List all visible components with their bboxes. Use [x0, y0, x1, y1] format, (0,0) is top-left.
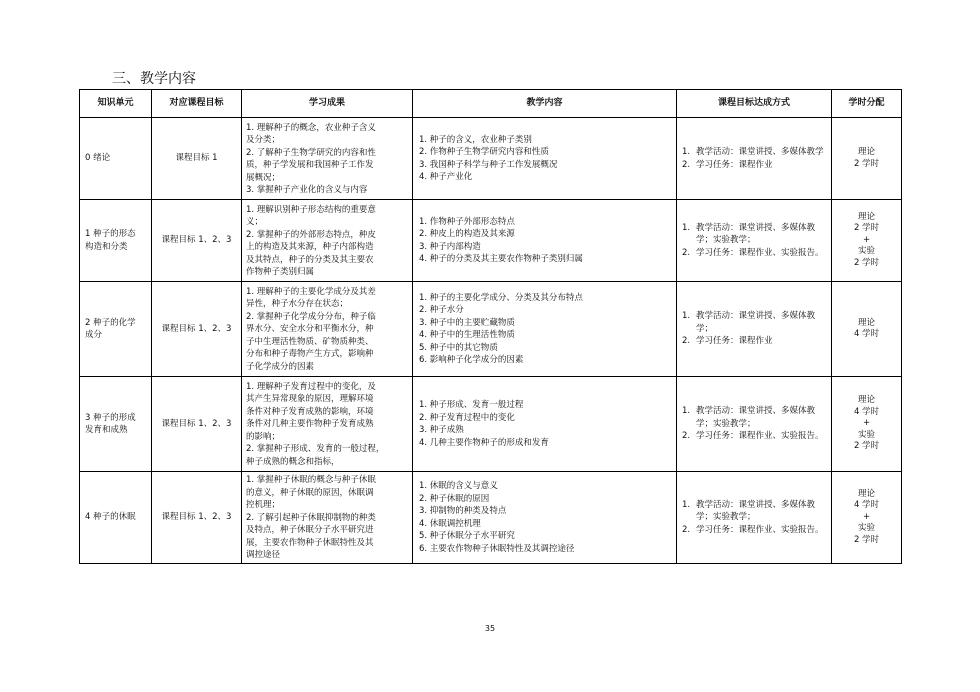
unit-line: 构造和分类 [85, 241, 128, 252]
unit-line: 0 绪论 [85, 153, 111, 164]
cell-teaching-content [413, 200, 677, 282]
outcome-line: 条件对种子发育成熟的影响，环境 [246, 406, 374, 417]
method-item [682, 335, 828, 348]
method-item [682, 146, 828, 159]
hours-line: 实验 [857, 429, 875, 440]
header-learning-outcome: 学习成果 [242, 90, 413, 118]
cell-hours [832, 200, 902, 282]
outcome-line: 及其特点，种子的分类及其主要农 [246, 254, 374, 265]
method-number: 2. [682, 336, 691, 347]
outcome-line: 界水分、安全水分和平衡水分，种 [246, 324, 374, 335]
content-item: 6. 主要农作物种子休眠特性及其调控途径 [419, 543, 575, 554]
cell-hours [832, 377, 902, 472]
cell-teaching-content [413, 118, 677, 200]
cell-hours [832, 472, 902, 564]
hours-line: + [862, 511, 871, 522]
content-item: 1. 作物种子外部形态特点 [419, 216, 515, 227]
outcome-line: 义； [246, 217, 264, 227]
method-item [682, 222, 828, 247]
outcome-line: 展概况； [246, 172, 281, 183]
outcome-line: 的影响； [246, 431, 281, 442]
header-achievement-method: 课程目标达成方式 [677, 90, 832, 118]
content-item: 4. 休眠调控机理 [419, 518, 481, 529]
hours-line: 理论 [857, 395, 875, 406]
cell-course-goal: 课程目标 1、2、3 [152, 377, 242, 472]
outcome-line: 1. 理解种子的概念，农业种子含义 [246, 122, 376, 133]
unit-line: 发育和成熟 [85, 425, 128, 435]
outcome-line: 作物种子类别归属 [246, 267, 315, 277]
content-item: 3. 种子内部构造 [419, 241, 481, 252]
unit-line: 2 种子的化学 [85, 317, 136, 328]
cell-learning-outcome [242, 118, 413, 200]
method-number: 1. [682, 499, 691, 510]
method-text: 教学活动：课堂讲授、多媒体教学；实验教学； [696, 499, 816, 523]
content-item: 1. 种子形成、发育一般过程 [419, 400, 524, 410]
hours-line: 实验 [857, 523, 875, 534]
hours-line: 2 学时 [853, 223, 880, 234]
outcome-line: 条件对几种主要作物种子发育成熟 [246, 419, 374, 430]
cell-knowledge-unit [80, 282, 152, 377]
content-item: 1. 种子的含义，农业种子类别 [419, 134, 532, 145]
header-course-goal: 对应课程目标 [152, 90, 242, 118]
outcome-line: 种子成熟的概念和指标， [246, 456, 340, 467]
cell-teaching-content [413, 377, 677, 472]
hours-line: + [862, 418, 871, 429]
cell-course-goal: 课程目标 1、2、3 [152, 472, 242, 564]
outcome-line: 展，主要农作物种子休眠特性及其 [246, 537, 374, 548]
table-row [80, 282, 902, 377]
content-item: 5. 种子休眠分子水平研究 [419, 531, 515, 541]
outcome-line: 上的构造及其来源，种子内部构造 [246, 242, 374, 252]
method-text: 教学活动：课堂讲授、多媒体教学 [696, 147, 824, 157]
outcome-line: 2. 掌握种子形成、发育的一般过程， [246, 444, 385, 455]
cell-learning-outcome [242, 200, 413, 282]
method-text: 教学活动：课堂讲授、多媒体教学； [696, 311, 816, 334]
outcome-line: 子化学成分的因素 [246, 361, 315, 372]
cell-achievement-method [677, 118, 832, 200]
cell-learning-outcome [242, 282, 413, 377]
method-item [682, 247, 828, 260]
method-text: 学习任务：课程作业、实验报告。 [696, 524, 824, 535]
content-item: 3. 我国种子科学与种子工作发展概况 [419, 159, 558, 170]
content-item: 4. 种子产业化 [419, 172, 473, 182]
hours-line: 理论 [857, 147, 875, 157]
cell-knowledge-unit [80, 200, 152, 282]
outcome-line: 异性，种子水分存在状态； [246, 299, 349, 310]
outcome-line: 其产生异常现象的原因，理解环境 [246, 394, 374, 405]
hours-line: 4 学时 [853, 406, 880, 417]
hours-line: 理论 [857, 317, 875, 328]
outcome-line: 1. 理解识别种子形态结构的重要意 [246, 204, 376, 215]
outcome-line: 及特点，种子休眠分子水平研究进 [246, 525, 374, 536]
method-text: 学习任务：课程作业 [696, 336, 773, 347]
outcome-line: 子中生理活性物质、矿物质种类、 [246, 336, 374, 347]
method-number: 1. [682, 311, 691, 322]
content-item: 2. 种子发育过程中的变化 [419, 412, 515, 423]
cell-achievement-method [677, 377, 832, 472]
method-text: 教学活动：课堂讲授、多媒体教学；实验教学； [696, 222, 816, 246]
hours-line: 2 学时 [853, 257, 880, 268]
hours-line: 4 学时 [853, 500, 880, 511]
content-item: 2. 种子水分 [419, 305, 464, 315]
curriculum-table [79, 89, 902, 564]
outcome-line: 分布和种子毒物产生方式，影响种 [246, 349, 374, 360]
cell-learning-outcome [242, 472, 413, 564]
cell-achievement-method [677, 282, 832, 377]
hours-line: 实验 [857, 246, 875, 257]
content-item: 3. 种子成熟 [419, 425, 464, 435]
content-item: 4. 种子中的生理活性物质 [419, 330, 515, 340]
content-item: 1. 休眠的含义与意义 [419, 481, 498, 491]
hours-line: 2 学时 [853, 534, 880, 545]
cell-course-goal: 课程目标 1、2、3 [152, 200, 242, 282]
cell-teaching-content [413, 472, 677, 564]
outcome-line: 1. 理解种子的主要化学成分及其差 [246, 286, 376, 297]
content-item: 2. 种皮上的构造及其来源 [419, 229, 515, 239]
hours-line: 2 学时 [853, 158, 880, 169]
outcome-line: 2. 掌握种子的外部形态特点，种皮 [246, 229, 376, 240]
method-text: 学习任务：课程作业 [696, 159, 773, 170]
cell-hours [832, 282, 902, 377]
header-row [80, 90, 902, 118]
method-item [682, 430, 828, 443]
cell-course-goal: 课程目标 1、2、3 [152, 282, 242, 377]
method-item [682, 524, 828, 537]
unit-line: 3 种子的形成 [85, 412, 136, 423]
method-number: 1. [682, 406, 691, 417]
method-item [682, 159, 828, 172]
outcome-line: 1. 理解种子发育过程中的变化，及 [246, 381, 376, 392]
hours-line: 理论 [857, 211, 875, 222]
method-number: 2. [682, 247, 691, 258]
outcome-line: 控机理； [246, 500, 281, 511]
table-row [80, 200, 902, 282]
hours-line: 4 学时 [853, 329, 880, 339]
cell-teaching-content [413, 282, 677, 377]
cell-learning-outcome [242, 377, 413, 472]
method-text: 教学活动：课堂讲授、多媒体教学；实验教学； [696, 406, 816, 429]
method-number: 2. [682, 431, 691, 442]
method-text: 学习任务：课程作业、实验报告。 [696, 247, 824, 258]
content-item: 3. 种子中的主要贮藏物质 [419, 317, 515, 328]
table-row [80, 377, 902, 472]
content-item: 6. 影响种子化学成分的因素 [419, 355, 524, 365]
page-number: 35 [484, 624, 496, 633]
method-number: 1. [682, 222, 691, 233]
hours-line: 理论 [857, 488, 875, 499]
cell-achievement-method [677, 472, 832, 564]
unit-line: 1 种子的形态 [85, 229, 136, 239]
outcome-line: 质，种子学发展和我国种子工作发 [246, 160, 374, 170]
hours-line: 2 学时 [853, 441, 880, 452]
method-number: 1. [682, 147, 691, 157]
content-item: 2. 作物种子生物学研究内容和性质 [419, 147, 549, 157]
outcome-line: 2. 了解引起种子休眠抑制物的种类 [246, 512, 376, 523]
outcome-line: 及分类； [246, 135, 281, 145]
outcome-line: 3. 掌握种子产业化的含义与内容 [246, 185, 368, 195]
outcome-line: 调控途径 [246, 550, 281, 561]
method-text: 学习任务：课程作业、实验报告。 [696, 431, 824, 442]
header-teaching-content: 教学内容 [413, 90, 677, 118]
content-item: 4. 种子的分类及其主要农作物种子类别归属 [419, 254, 583, 264]
outcome-line: 2. 了解种子生物学研究的内容和性 [246, 147, 376, 158]
content-item: 5. 种子中的其它物质 [419, 342, 498, 353]
table-row [80, 118, 902, 200]
method-number: 2. [682, 159, 691, 170]
content-item: 4. 几种主要作物种子的形成和发育 [419, 437, 549, 448]
method-item [682, 405, 828, 430]
header-knowledge-unit: 知识单元 [80, 90, 152, 118]
unit-line: 成分 [85, 330, 103, 340]
method-item [682, 499, 828, 524]
hours-line: + [862, 234, 871, 245]
outcome-line: 2. 掌握种子化学成分分布，种子临 [246, 311, 376, 322]
cell-achievement-method [677, 200, 832, 282]
outcome-line: 的意义，种子休眠的原因，休眠调 [246, 487, 374, 498]
cell-knowledge-unit [80, 377, 152, 472]
unit-line: 4 种子的休眠 [85, 512, 136, 523]
content-item: 2. 种子休眠的原因 [419, 493, 490, 504]
table-row [80, 472, 902, 564]
cell-knowledge-unit [80, 118, 152, 200]
cell-knowledge-unit [80, 472, 152, 564]
header-hours: 学时分配 [832, 90, 902, 118]
content-item: 3. 抑制物的种类及特点 [419, 506, 507, 516]
method-item [682, 310, 828, 335]
section-title: 三、教学内容 [112, 71, 196, 87]
content-item: 1. 种子的主要化学成分、分类及其分布特点 [419, 292, 583, 303]
cell-course-goal: 课程目标 1 [152, 118, 242, 200]
method-number: 2. [682, 524, 691, 535]
cell-hours [832, 118, 902, 200]
outcome-line: 1. 掌握种子休眠的概念与种子休眠 [246, 475, 376, 486]
